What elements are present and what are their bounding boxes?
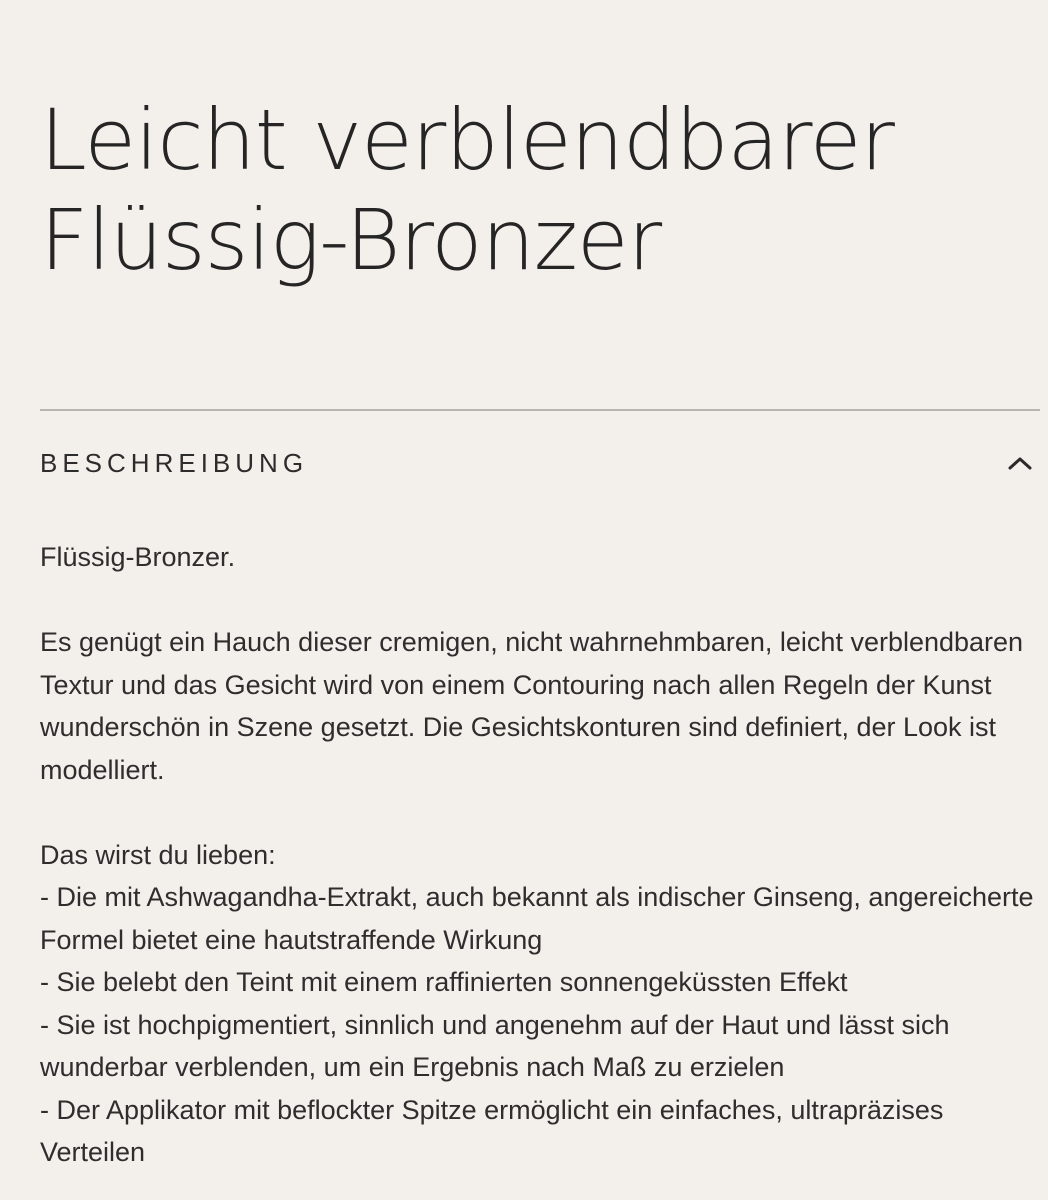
benefit-item: - Sie ist hochpigmentiert, sinnlich und angenehm auf der Haut und lässt sich wunderbar verblenden, um ein Ergebnis nach Maß zu erzielen — [40, 1009, 950, 1082]
benefit-item: - Die mit Ashwagandha-Extrakt, auch bekannt als indischer Ginseng, angereicherte Formel bietet eine hautstraffende Wirkung — [40, 882, 1034, 955]
product-title — [40, 0, 990, 290]
description-accordion-label: BESCHREIBUNG — [40, 447, 309, 478]
section-divider — [40, 409, 1040, 411]
benefit-item: - Sie belebt den Teint mit einem raffinierten sonnengeküssten Effekt — [40, 967, 848, 997]
benefits-heading: Das wirst du lieben: — [40, 839, 276, 870]
description-intro: Flüssig-Bronzer. — [40, 542, 236, 572]
benefit-list — [40, 876, 1040, 1174]
product-title-line: Flüssig-Bronzer — [40, 191, 662, 289]
description-content — [40, 536, 1040, 1174]
product-title-line: Leicht verblendbarer — [40, 91, 894, 189]
chevron-up-icon[interactable] — [1004, 447, 1036, 479]
description-body: Es genügt ein Hauch dieser cremigen, nicht wahrnehmbaren, leicht verblendbaren Textur und das Gesicht wird von einem Contouring nach allen Regeln der Kunst wunderschön in Szene gesetzt. Die Gesichtskonturen sind definiert, der Look ist modelliert. — [40, 627, 1024, 785]
description-accordion-toggle[interactable] — [40, 440, 1040, 486]
benefit-item: - Der Applikator mit beflockter Spitze ermöglicht ein einfaches, ultrapräzises Verteilen — [40, 1094, 944, 1167]
